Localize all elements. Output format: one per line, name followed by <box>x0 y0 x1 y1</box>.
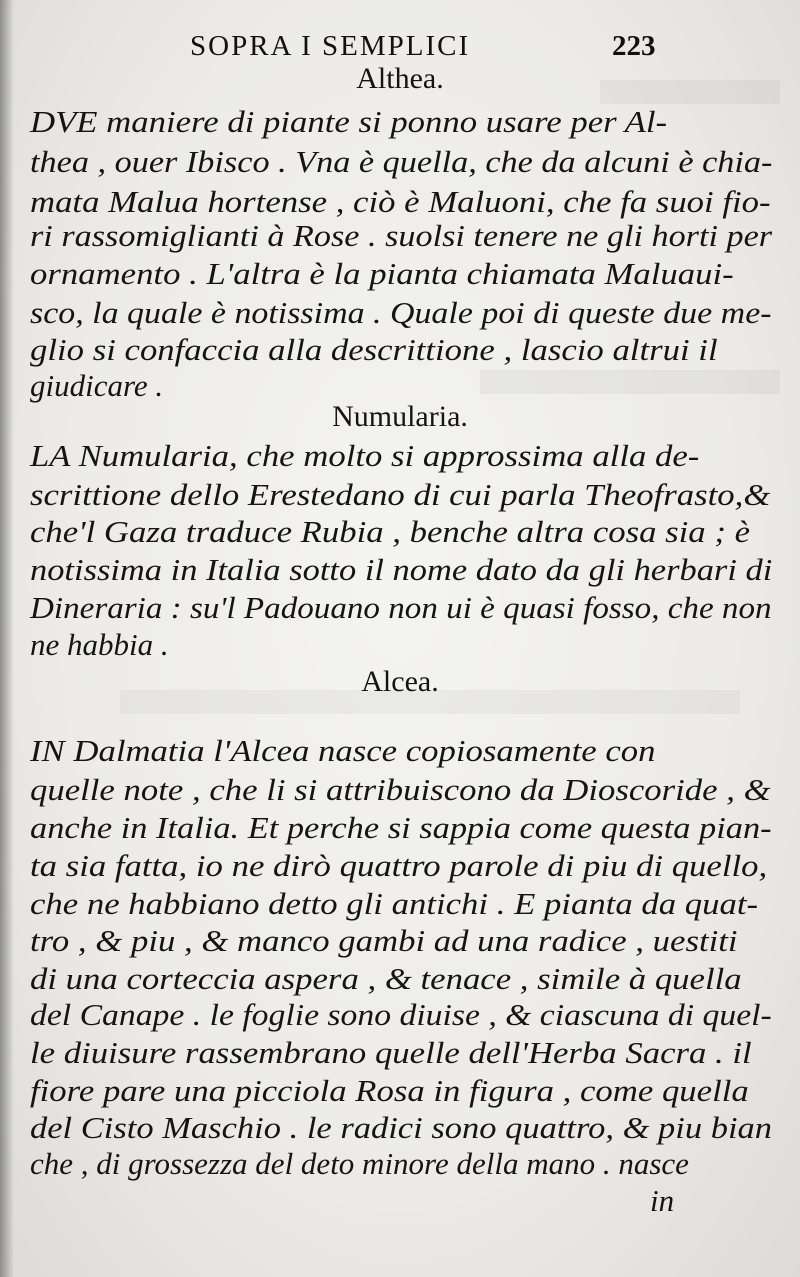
text-line: IN Dalmatia l'Alcea nasce copiosamente con <box>30 733 656 768</box>
text-line: quelle note , che li si attribuiscono da Dioscoride , & <box>30 772 771 807</box>
section-title-alcea: Alcea. <box>361 665 439 698</box>
text-line: LA Numularia, che molto si approssima alla de- <box>30 438 700 473</box>
text-line: anche in Italia. Et perche si sappia come questa pian- <box>30 810 772 845</box>
text-line: sco, la quale è notissima . Quale poi di queste due me- <box>30 295 772 330</box>
text-line: ta sia fatta, io ne dirò quattro parole di piu di quello, <box>30 848 768 883</box>
text-line: del Cisto Maschio . le radici sono quattro, & piu bian <box>30 1110 773 1145</box>
text-line: tro , & piu , & manco gambi ad una radice , uestiti <box>30 923 738 958</box>
page-edge-shadow <box>0 0 14 1277</box>
text-line: giudicare . <box>30 368 164 403</box>
text-line: di una corteccia aspera , & tenace , simile à quella <box>30 961 742 996</box>
text-line: Dineraria : su'l Padouano non ui è quasi fosso, che non <box>30 590 772 625</box>
text-line: che'l Gaza traduce Rubia , benche altra cosa sia ; è <box>30 514 751 549</box>
page-number: 223 <box>612 30 656 62</box>
text-line: DVE maniere di piante si ponno usare per Al- <box>30 104 668 139</box>
text-line: glio si confaccia alla descrittione , lascio altrui il <box>30 332 718 367</box>
text-line: notissima in Italia sotto il nome dato da gli herbari di <box>30 552 773 587</box>
text-line: che , di grossezza del deto minore della mano . nasce <box>30 1146 689 1181</box>
catchword: in <box>650 1183 675 1218</box>
text-line: thea , ouer Ibisco . Vna è quella, che da alcuni è chia- <box>30 144 773 179</box>
text-line: ornamento . L'altra è la pianta chiamata Maluaui- <box>30 256 734 291</box>
bleed-through-mark <box>480 370 780 394</box>
text-line: del Canape . le foglie sono diuise , & ciascuna di quel- <box>30 997 772 1032</box>
text-line: ne habbia . <box>30 627 169 662</box>
running-head: SOPRA I SEMPLICI <box>190 30 471 62</box>
page-header <box>0 30 800 64</box>
section-title-althea: Althea. <box>356 62 444 95</box>
text-line: che ne habbiano detto gli antichi . E pianta da quat- <box>30 886 759 921</box>
text-line: ri rassomiglianti à Rose . suolsi tenere ne gli horti per <box>30 218 773 253</box>
text-line: le diuisure rassembrano quelle dell'Herba Sacra . il <box>30 1035 752 1070</box>
text-line: fiore pare una picciola Rosa in figura , come quella <box>30 1073 749 1108</box>
text-line: scrittione dello Erestedano di cui parla Theofrasto,& <box>30 477 771 512</box>
section-title-numularia: Numularia. <box>332 400 468 433</box>
text-line: mata Malua hortense , ciò è Maluoni, che fa suoi fio- <box>30 184 771 219</box>
